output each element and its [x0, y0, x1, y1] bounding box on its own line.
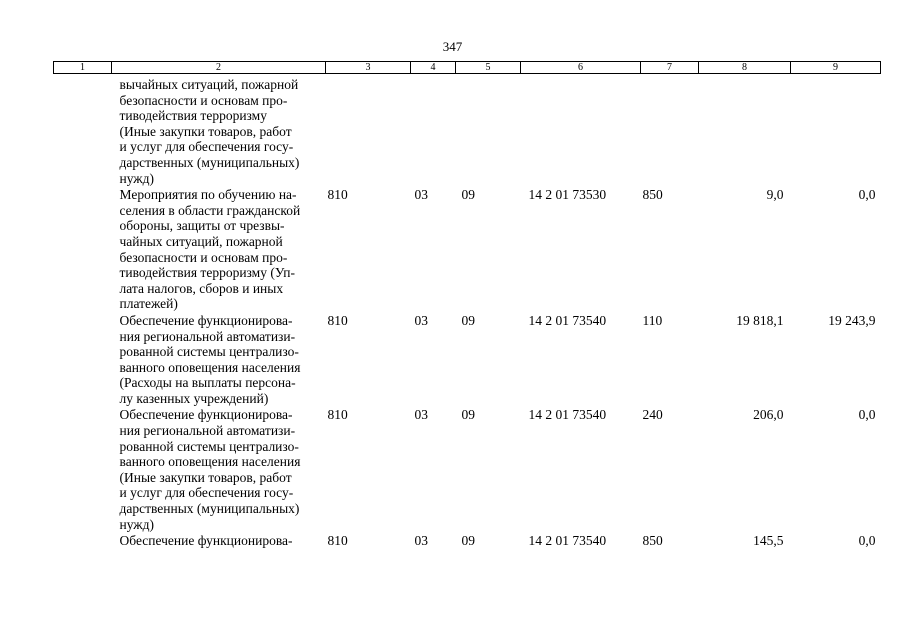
row-amount-2: 0,0 — [858, 187, 876, 203]
row-col-1 — [54, 532, 112, 549]
row-description — [112, 532, 326, 549]
row-col-1 — [54, 406, 112, 532]
row-ministry-code: 810 — [327, 312, 348, 328]
description-line: (Расходы на выплаты персона- — [119, 375, 296, 391]
row-amount-1: 19 818,1 — [736, 312, 784, 328]
row-ministry-code: 810 — [327, 533, 348, 549]
table-row — [54, 312, 881, 407]
row-target-article: 14 2 01 73540 — [528, 533, 607, 549]
row-col-1 — [54, 74, 112, 187]
row-section: 03 — [414, 407, 428, 423]
table-body — [54, 74, 881, 549]
description-line: лата налогов, сборов и иных — [119, 280, 284, 296]
description-line: дарственных (муниципальных) — [119, 501, 300, 517]
header-col-3: 3 — [326, 62, 411, 74]
row-ministry-code: 810 — [327, 187, 348, 203]
description-line: селения в области гражданской — [119, 202, 301, 218]
description-line: (Иные закупки товаров, работ — [119, 469, 292, 485]
description-line: Обеспечение функционирова- — [119, 407, 293, 423]
description-line: ванного оповещения населения — [119, 454, 301, 470]
table-header — [54, 62, 881, 74]
description-line: дарственных (муниципальных) — [119, 154, 300, 170]
row-expense-type: 850 — [642, 187, 663, 203]
row-ministry-code — [326, 74, 411, 187]
row-ministry-code: 810 — [327, 407, 348, 423]
row-target-article: 14 2 01 73540 — [528, 407, 607, 423]
table-row — [54, 532, 881, 549]
description-line: и услуг для обеспечения госу- — [119, 485, 294, 501]
table-row — [54, 186, 881, 312]
row-amount-1: 9,0 — [766, 187, 784, 203]
description-line: вычайных ситуаций, пожарной — [119, 77, 299, 92]
description-line: тиводействия терроризму — [119, 108, 267, 124]
row-amount-2: 0,0 — [858, 407, 876, 423]
header-col-6: 6 — [521, 62, 641, 74]
row-description — [112, 406, 326, 532]
description-line: безопасности и основам про- — [119, 249, 288, 265]
description-line: Обеспечение функционирова- — [119, 312, 293, 328]
header-col-1: 1 — [54, 62, 112, 74]
description-line: платежей) — [119, 296, 178, 312]
row-subsection: 09 — [461, 312, 475, 328]
row-description — [112, 186, 326, 312]
row-expense-type: 110 — [642, 312, 663, 328]
row-subsection: 09 — [461, 187, 475, 203]
row-amount-1: 206,0 — [753, 407, 784, 423]
row-subsection: 09 — [461, 407, 475, 423]
row-subsection — [456, 74, 521, 187]
description-line: рованной системы централизо- — [119, 438, 299, 454]
description-line: лу казенных учреждений) — [119, 390, 269, 406]
row-amount-2 — [791, 74, 881, 187]
row-col-1 — [54, 186, 112, 312]
row-target-article — [521, 74, 641, 187]
description-line: нужд) — [119, 516, 154, 532]
description-line: рованной системы централизо- — [119, 344, 299, 360]
table-row — [54, 74, 881, 187]
budget-table — [53, 61, 881, 549]
header-col-5: 5 — [456, 62, 521, 74]
description-line: Мероприятия по обучению на- — [119, 187, 297, 203]
description-line: ния региональной автоматизи- — [119, 328, 296, 344]
row-description — [112, 74, 326, 187]
row-expense-type — [641, 74, 699, 187]
description-line: безопасности и основам про- — [119, 92, 288, 108]
row-subsection: 09 — [461, 533, 475, 549]
row-section: 03 — [414, 187, 428, 203]
header-col-2: 2 — [112, 62, 326, 74]
description-line: ванного оповещения населения — [119, 359, 301, 375]
row-col-1 — [54, 312, 112, 407]
header-col-7: 7 — [641, 62, 699, 74]
header-col-9: 9 — [791, 62, 881, 74]
table-row — [54, 406, 881, 532]
row-amount-2: 0,0 — [858, 533, 876, 549]
description-line: тиводействия терроризму (Уп- — [119, 265, 295, 281]
header-col-8: 8 — [699, 62, 791, 74]
row-target-article: 14 2 01 73530 — [528, 187, 607, 203]
row-description — [112, 312, 326, 407]
description-line: (Иные закупки товаров, работ — [119, 123, 292, 139]
description-line: чайных ситуаций, пожарной — [119, 233, 283, 249]
row-expense-type: 240 — [642, 407, 663, 423]
description-line: нужд) — [119, 170, 154, 186]
row-section: 03 — [414, 533, 428, 549]
description-line: Обеспечение функционирова- — [119, 533, 293, 549]
description-line: и услуг для обеспечения госу- — [119, 139, 294, 155]
row-section: 03 — [414, 312, 428, 328]
header-col-4: 4 — [411, 62, 456, 74]
row-amount-1 — [699, 74, 791, 187]
row-amount-2: 19 243,9 — [828, 312, 876, 328]
row-amount-1: 145,5 — [753, 533, 784, 549]
page-number: 347 — [442, 39, 463, 54]
row-expense-type: 850 — [642, 533, 663, 549]
row-target-article: 14 2 01 73540 — [528, 312, 607, 328]
description-line: ния региональной автоматизи- — [119, 423, 296, 439]
description-line: обороны, защиты от чрезвы- — [119, 218, 285, 234]
row-section — [411, 74, 456, 187]
